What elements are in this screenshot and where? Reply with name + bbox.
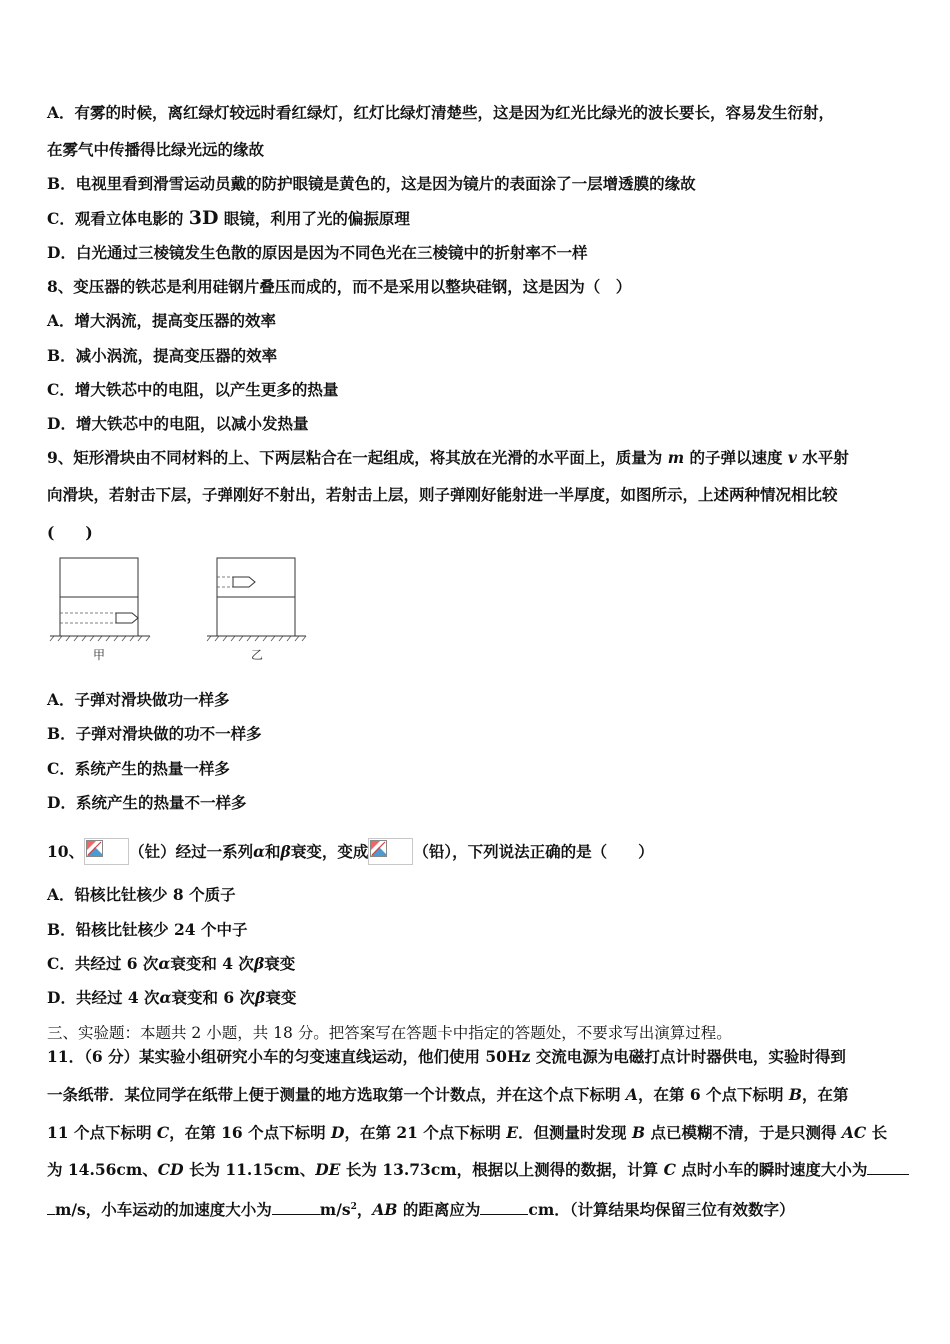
answer-blank-acceleration[interactable] — [272, 1200, 320, 1215]
q9-option-c: C．系统产生的热量一样多 — [47, 759, 230, 778]
q10-option-c: C．共经过 6 次α衰变和 4 次β衰变 — [47, 954, 296, 973]
q7-option-c: C．观看立体电影的 3D 眼镜，利用了光的偏振原理 — [47, 207, 410, 229]
q10-option-a: A．铅核比钍核少 8 个质子 — [47, 885, 236, 904]
figure-label-jia: 甲 — [93, 648, 106, 662]
q10-stem: 10、 （钍）经过一系列α和β衰变，变成 （铅），下列说法正确的是（ ） — [47, 838, 654, 865]
answer-blank-ab-distance[interactable] — [480, 1200, 528, 1215]
block-jia — [50, 558, 150, 641]
section-3-heading: 三、实验题：本题共 2 小题，共 18 分。把答案写在答题卡中指定的答题处，不要求写出演算过程。 — [47, 1024, 732, 1042]
q7-option-a-line1: A．有雾的时候，离红绿灯较远时看红绿灯，红灯比绿灯清楚些，这是因为红光比绿光的波长要长，容易发生衍射， — [47, 103, 835, 122]
answer-blank-velocity-part1[interactable] — [867, 1160, 909, 1175]
answer-blank-velocity-part2[interactable] — [47, 1200, 55, 1215]
q8-option-a: A．增大涡流，提高变压器的效率 — [47, 311, 277, 330]
q7-option-d: D．白光通过三棱镜发生色散的原因是因为不同色光在三棱镜中的折射率不一样 — [47, 243, 588, 262]
q11-line2: 一条纸带．某位同学在纸带上便于测量的地方选取第一个计数点，并在这个点下标明 A，在第 6 个点下标明 B，在第 — [47, 1085, 849, 1104]
q9-option-b: B．子弹对滑块做的功不一样多 — [47, 724, 262, 743]
q9-stem-line3: ( ) — [47, 523, 93, 542]
q9-stem-line2: 向滑块，若射击下层，子弹刚好不射出，若射击上层，则子弹刚好能射进一半厚度，如图所示，上述两种情况相比较 — [47, 485, 838, 504]
q8-option-b: B．减小涡流，提高变压器的效率 — [47, 346, 278, 365]
figure-label-yi: 乙 — [251, 648, 264, 662]
q11-line3: 11 个点下标明 C，在第 16 个点下标明 D，在第 21 个点下标明 E．但测量时发现 B 点已模糊不清，于是只测得 AC 长 — [47, 1123, 888, 1142]
q8-option-c: C．增大铁芯中的电阻，以产生更多的热量 — [47, 380, 339, 399]
broken-image-icon — [370, 840, 387, 857]
q11-line5: m/s，小车运动的加速度大小为 $m/s^2$，AB 的距离应为 cm．（计算结果均保留三位有效数字） — [47, 1197, 795, 1220]
q8-option-d: D．增大铁芯中的电阻，以减小发热量 — [47, 414, 309, 433]
thorium-formula-image — [84, 838, 129, 865]
block-yi — [207, 558, 306, 641]
q11-line4: 为 14.56cm、CD 长为 11.15cm、DE 长为 13.73cm，根据以上测得的数据，计算 C 点时小车的瞬时速度大小为 — [47, 1160, 909, 1180]
q7-option-a-line2: 在雾气中传播得比绿光远的缘故 — [47, 140, 265, 159]
q7-option-b: B．电视里看到滑雪运动员戴的防护眼镜是黄色的，这是因为镜片的表面涂了一层增透膜的缘故 — [47, 174, 696, 193]
lead-formula-image — [368, 838, 413, 865]
q9-option-d: D．系统产生的热量不一样多 — [47, 793, 247, 812]
q10-option-b: B．铅核比钍核少 24 个中子 — [47, 920, 248, 939]
q9-stem-line1: 9、矩形滑块由不同材料的上、下两层粘合在一起组成，将其放在光滑的水平面上，质量为 m 的子弹以速度 v 水平射 — [47, 448, 849, 467]
q10-option-d: D．共经过 4 次α衰变和 6 次β衰变 — [47, 988, 297, 1007]
q11-line1: 11．（6 分）某实验小组研究小车的匀变速直线运动，他们使用 50Hz 交流电源为电磁打点计时器供电，实验时得到 — [47, 1047, 846, 1066]
q9-block-diagram — [40, 550, 320, 670]
q8-stem: 8、变压器的铁芯是利用硅钢片叠压而成的，而不是采用以整块硅钢，这是因为（ ） — [47, 277, 632, 296]
broken-image-icon — [86, 840, 103, 857]
q9-option-a: A．子弹对滑块做功一样多 — [47, 690, 230, 709]
